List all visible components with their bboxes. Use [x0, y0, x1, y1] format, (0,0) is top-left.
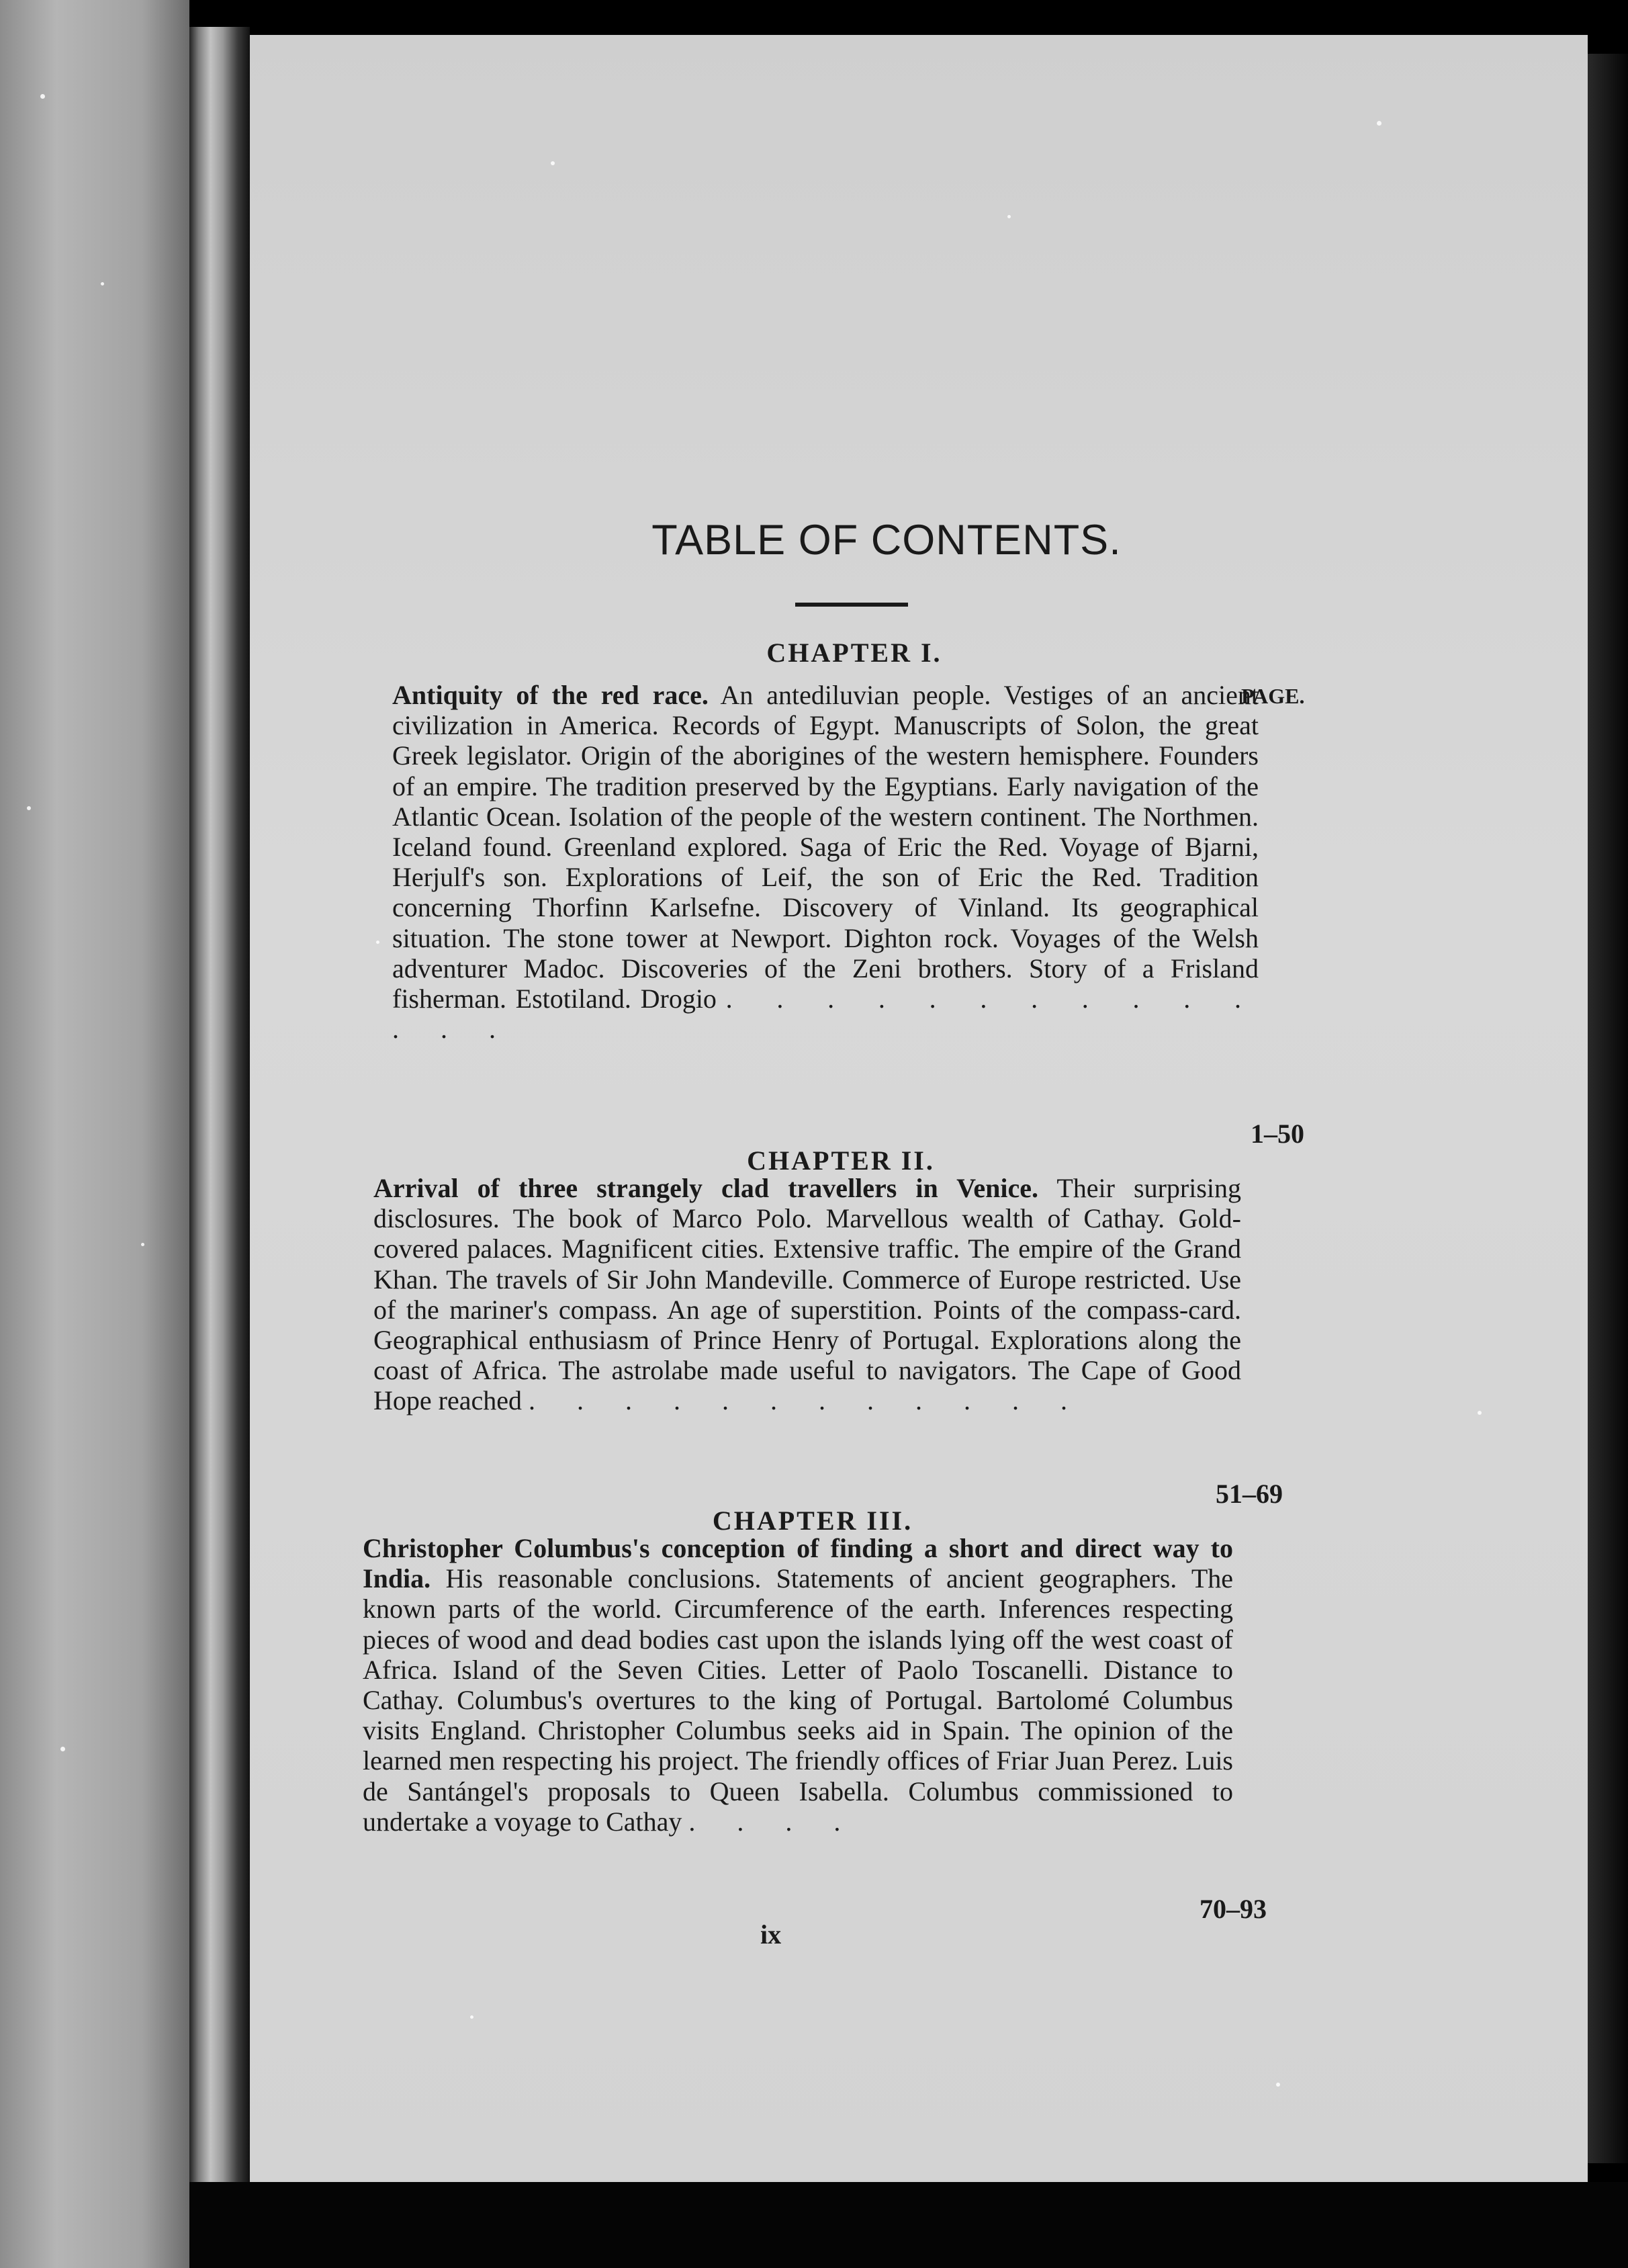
dot-leaders: . . . . . . . . . . . . . .	[392, 984, 1259, 1045]
summary-lead: Antiquity of the red race.	[392, 680, 709, 710]
scan-speck	[60, 1747, 65, 1751]
page-range: 51–69	[1216, 1479, 1283, 1509]
book-gutter	[189, 27, 250, 2197]
scan-speck	[101, 282, 104, 286]
page-title: TABLE OF CONTENTS.	[651, 517, 1122, 564]
scan-speck	[1276, 2083, 1280, 2087]
chapter-heading: CHAPTER III.	[712, 1506, 913, 1536]
scan-speck	[1478, 1411, 1482, 1415]
scan-speck	[376, 941, 379, 944]
chapter-summary	[373, 1173, 1241, 1416]
summary-text: Their surprising disclosures. The book of Marco Polo. Marvellous wealth of Cathay. Gold-covered palaces. Magnificent cities. Extensive traffic. The empire of the Grand Khan. The travels of Sir John Mandeville. Commerce of Europe restricted. Use of the mariner's compass. An age of superstition. Points of the compass-card. Geographical enthusiasm of Prince Henry of Portugal. Explorations along the coast of Africa. The astrolabe made useful to navigators. The Cape of Good Hope reached	[373, 1173, 1241, 1416]
scan-speck	[1007, 215, 1011, 218]
scan-speck	[27, 806, 31, 810]
summary-text: An antediluvian people. Vestiges of an ancient civilization in America. Records of Egypt. Manuscripts of Solon, the great Greek legislator. Origin of the aborigines of the western hemisphere. Founders of an empire. The tradition preserved by the Egyptians. Early navigation of the Atlantic Ocean. Isolation of the people of the western continent. The Northmen. Iceland found. Greenland explored. Saga of Eric the Red. Voyage of Bjarni, Herjulf's son. Explorations of Leif, the son of Eric the Red. Tradition concerning Thorfinn Karlsefne. Discovery of Vinland. Its geographical situation. The stone tower at Newport. Dighton rock. Voyages of the Welsh adventurer Madoc. Discoveries of the Zeni brothers. Story of a Frisland fisherman. Estotiland. Drogio	[392, 680, 1259, 1014]
dot-leaders: . . . .	[688, 1806, 858, 1837]
chapter-summary	[392, 680, 1259, 1044]
page-column-label: PAGE.	[1241, 684, 1305, 708]
summary-lead: Arrival of three strangely clad travellers in Venice.	[373, 1173, 1038, 1203]
chapter-heading: CHAPTER II.	[747, 1145, 935, 1176]
book-page	[250, 35, 1588, 2182]
page-number: ix	[760, 1919, 782, 1950]
left-page-edge	[0, 0, 189, 2268]
scan-speck	[1377, 121, 1382, 126]
page-range: 1–50	[1251, 1119, 1304, 1149]
scan-speck	[40, 94, 45, 99]
scan-speck	[551, 161, 555, 165]
scan-border	[189, 2182, 1628, 2268]
scan-speck	[141, 1243, 144, 1246]
title-rule	[795, 603, 908, 607]
summary-lead: Christopher Columbus's conception of finding a short and direct way to India.	[363, 1533, 1233, 1594]
page-range: 70–93	[1200, 1894, 1267, 1924]
dot-leaders: . . . . . . . . . . . .	[528, 1385, 1085, 1416]
chapter-heading: CHAPTER I.	[766, 638, 942, 668]
right-page-edge	[1588, 54, 1628, 2163]
summary-text: His reasonable conclusions. Statements of ancient geographers. The known parts of the world. Circumference of the earth. Inferences respecting pieces of wood and dead bodies cast upon the islands lying off the west coast of Africa. Island of the Seven Cities. Letter of Paolo Toscanelli. Distance to Cathay. Columbus's overtures to the king of Portugal. Bartolomé Columbus visits England. Christopher Columbus seeks aid in Spain. The opinion of the learned men respecting his project. The friendly offices of Friar Juan Perez. Luis de Santángel's proposals to Queen Isabella. Columbus commissioned to undertake a voyage to Cathay	[363, 1563, 1234, 1837]
scan-speck	[470, 2015, 473, 2019]
chapter-summary	[363, 1533, 1233, 1837]
